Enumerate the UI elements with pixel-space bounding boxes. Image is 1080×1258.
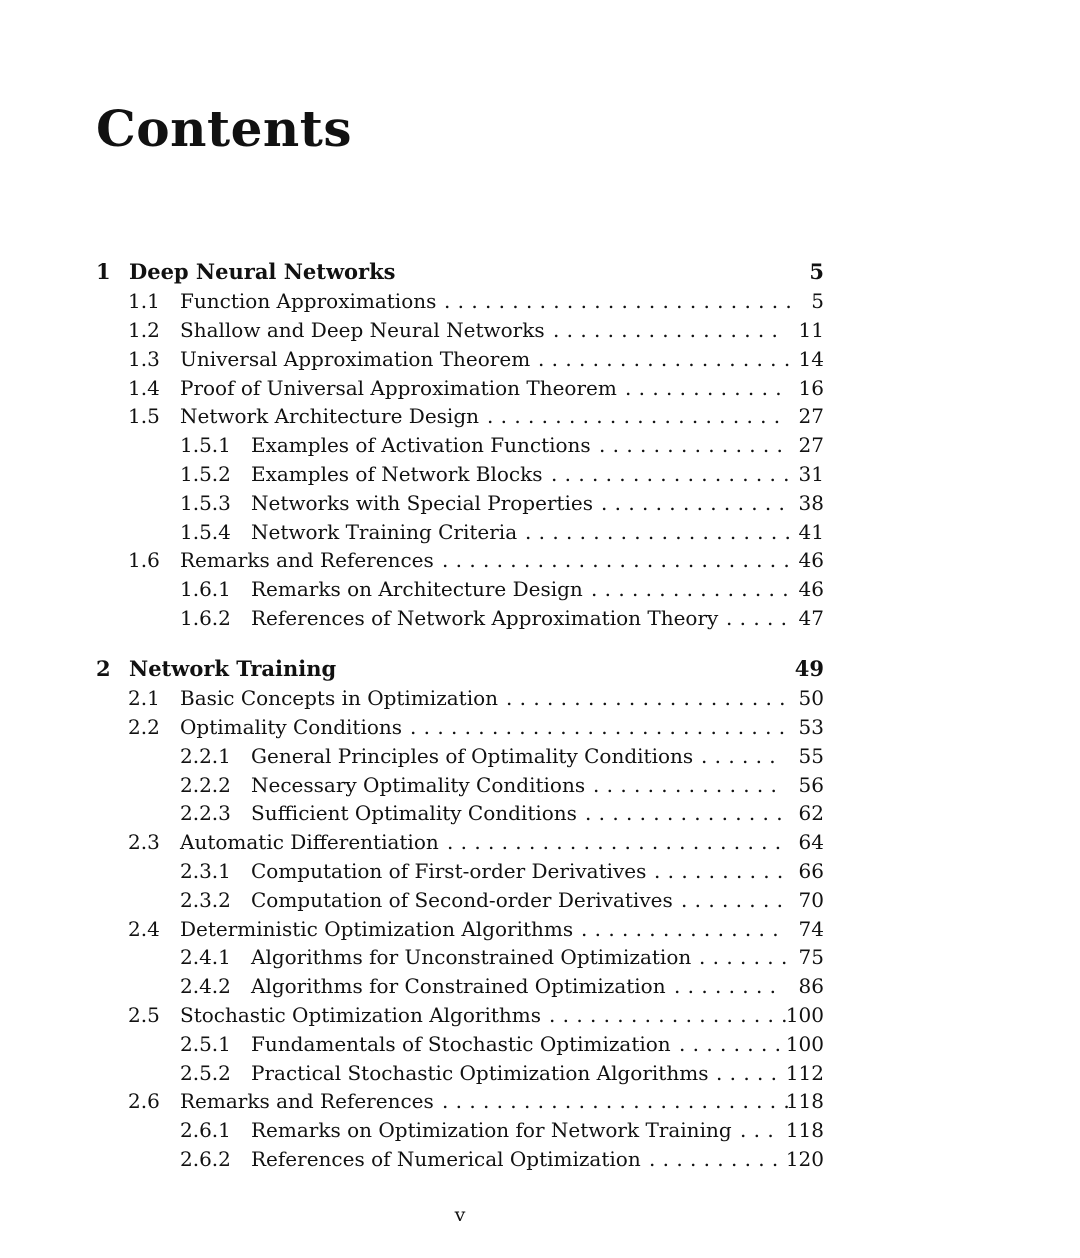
toc-section-row[interactable] [0, 828, 1080, 856]
dot-leader: ................... [538, 347, 798, 371]
page-number: 46 [798, 548, 824, 572]
subsection-number: 2.6.1 [180, 1118, 231, 1142]
dot-leader: .......................... [442, 1089, 798, 1113]
toc-subsection-row[interactable] [0, 518, 1080, 546]
dot-leader: ................. [553, 318, 786, 342]
page-number: 100 [785, 1032, 824, 1056]
subsection-number: 2.2.2 [180, 773, 231, 797]
toc-subsection-row[interactable] [0, 460, 1080, 488]
page-number: 38 [798, 491, 824, 515]
toc-section-row[interactable] [0, 915, 1080, 943]
subsection-number: 1.5.2 [180, 462, 231, 486]
section-number: 2.5 [128, 1003, 160, 1027]
section-title[interactable]: Deterministic Optimization Algorithms [180, 917, 574, 941]
page-number: 31 [798, 462, 824, 486]
subsection-number: 2.4.2 [180, 974, 231, 998]
page-number: 11 [798, 318, 824, 342]
toc-section-row[interactable] [0, 1087, 1080, 1115]
page-number: 47 [798, 606, 824, 630]
toc-chapter-row[interactable] [0, 258, 1080, 286]
section-title[interactable]: Remarks and References [180, 1089, 434, 1113]
dot-leader: .......... [654, 859, 791, 883]
page-number: 50 [798, 686, 824, 710]
toc-subsection-row[interactable] [0, 771, 1080, 799]
subsection-number: 1.5.3 [180, 491, 231, 515]
dot-leader: ............................ [410, 715, 793, 739]
dot-leader: ............... [585, 801, 790, 825]
toc-subsection-row[interactable] [0, 1145, 1080, 1173]
toc-section-row[interactable] [0, 316, 1080, 344]
page-title: Contents [96, 99, 353, 158]
subsection-number: 2.5.1 [180, 1032, 231, 1056]
toc-subsection-row[interactable] [0, 972, 1080, 1000]
section-title[interactable]: Remarks and References [180, 548, 434, 572]
section-number: 1.6 [128, 548, 160, 572]
subsection-number: 2.3.2 [180, 888, 231, 912]
subsection-title[interactable]: Practical Stochastic Optimization Algorithms [251, 1061, 709, 1085]
dot-leader: .............. [593, 773, 785, 797]
section-title[interactable]: Stochastic Optimization Algorithms [180, 1003, 541, 1027]
dot-leader: ............... [581, 917, 786, 941]
subsection-number: 1.5.4 [180, 520, 231, 544]
dot-leader: .................. [549, 1003, 795, 1027]
dot-leader: .............. [599, 433, 791, 457]
dot-leader: ...................... [487, 404, 788, 428]
toc-subsection-row[interactable] [0, 742, 1080, 770]
subsection-title[interactable]: Fundamentals of Stochastic Optimization [251, 1032, 671, 1056]
dot-leader: ...... [701, 744, 783, 768]
page-number: 27 [798, 433, 824, 457]
dot-leader: ... [740, 1118, 781, 1142]
page-number: 46 [798, 577, 824, 601]
toc-section-row[interactable] [0, 287, 1080, 315]
page-number: 66 [798, 859, 824, 883]
section-number: 1.5 [128, 404, 160, 428]
dot-leader: .......... [649, 1147, 786, 1171]
dot-leader: ........ [679, 1032, 789, 1056]
section-number: 2.6 [128, 1089, 160, 1113]
section-number: 2.3 [128, 830, 160, 854]
page-number: 56 [798, 773, 824, 797]
subsection-number: 2.2.1 [180, 744, 231, 768]
page-number: 53 [798, 715, 824, 739]
toc-subsection-row[interactable] [0, 799, 1080, 827]
section-title[interactable]: Network Architecture Design [180, 404, 480, 428]
page-number: 100 [785, 1003, 824, 1027]
section-title[interactable]: Shallow and Deep Neural Networks [180, 318, 545, 342]
section-number: 2.4 [128, 917, 160, 941]
toc-subsection-row[interactable] [0, 431, 1080, 459]
page-number: 75 [798, 945, 824, 969]
section-number: 1.2 [128, 318, 160, 342]
page-number: 62 [798, 801, 824, 825]
subsection-title[interactable]: General Principles of Optimality Conditions [251, 744, 694, 768]
subsection-title[interactable]: References of Numerical Optimization [251, 1147, 641, 1171]
subsection-number: 2.5.2 [180, 1061, 231, 1085]
dot-leader: .............. [601, 491, 793, 515]
subsection-number: 1.6.1 [180, 577, 231, 601]
toc-subsection-row[interactable] [0, 886, 1080, 914]
page-number: 118 [785, 1089, 824, 1113]
toc-section-row[interactable] [0, 345, 1080, 373]
subsection-title[interactable]: Remarks on Optimization for Network Training [251, 1118, 732, 1142]
page-number: 118 [785, 1118, 824, 1142]
dot-leader: ........ [674, 974, 784, 998]
subsection-number: 2.4.1 [180, 945, 231, 969]
toc-subsection-row[interactable] [0, 857, 1080, 885]
section-title[interactable]: Basic Concepts in Optimization [180, 686, 499, 710]
toc-subsection-row[interactable] [0, 1116, 1080, 1144]
dot-leader: ..................... [506, 686, 793, 710]
subsection-title[interactable]: Necessary Optimality Conditions [251, 773, 586, 797]
subsection-title[interactable]: Algorithms for Constrained Optimization [251, 974, 666, 998]
subsection-number: 2.2.3 [180, 801, 231, 825]
subsection-number: 1.6.2 [180, 606, 231, 630]
dot-leader: ............... [591, 577, 796, 601]
page-number: 41 [798, 520, 824, 544]
section-title[interactable]: Proof of Universal Approximation Theorem [180, 376, 617, 400]
subsection-title[interactable]: References of Network Approximation Theory [251, 606, 719, 630]
subsection-title[interactable]: Sufficient Optimality Conditions [251, 801, 577, 825]
page-number: 27 [798, 404, 824, 428]
subsection-title[interactable]: Algorithms for Unconstrained Optimization [251, 945, 692, 969]
dot-leader: .......................... [444, 289, 800, 313]
section-number: 2.1 [128, 686, 160, 710]
page-number: 5 [811, 289, 824, 313]
dot-leader: .................... [525, 520, 799, 544]
toc-section-row[interactable] [0, 402, 1080, 430]
page-number: 70 [798, 888, 824, 912]
toc-chapter-row[interactable] [0, 655, 1080, 683]
subsection-title[interactable]: Networks with Special Properties [251, 491, 594, 515]
chapter-number: 2 [96, 656, 111, 681]
toc-section-row[interactable] [0, 713, 1080, 741]
dot-leader: ..... [726, 606, 795, 630]
page-number: 16 [798, 376, 824, 400]
toc-subsection-row[interactable] [0, 1030, 1080, 1058]
chapter-title[interactable]: Network Training [129, 656, 337, 681]
dot-leader: ........ [681, 888, 791, 912]
dot-leader: ..... [716, 1061, 785, 1085]
toc-subsection-row[interactable] [0, 1059, 1080, 1087]
section-title[interactable]: Universal Approximation Theorem [180, 347, 531, 371]
dot-leader: .................. [551, 462, 797, 486]
page-number: 86 [798, 974, 824, 998]
toc-subsection-row[interactable] [0, 604, 1080, 632]
page-number: 74 [798, 917, 824, 941]
subsection-title[interactable]: Computation of Second-order Derivatives [251, 888, 673, 912]
subsection-title[interactable]: Examples of Network Blocks [251, 462, 543, 486]
chapter-number: 1 [96, 259, 111, 284]
chapter-title[interactable]: Deep Neural Networks [129, 259, 396, 284]
toc-section-row[interactable] [0, 1001, 1080, 1029]
subsection-title[interactable]: Network Training Criteria [251, 520, 518, 544]
toc-section-row[interactable] [0, 546, 1080, 574]
chapter-page-number: 5 [809, 259, 824, 284]
page-number: 14 [798, 347, 824, 371]
subsection-number: 2.6.2 [180, 1147, 231, 1171]
subsection-number: 2.3.1 [180, 859, 231, 883]
toc-subsection-row[interactable] [0, 943, 1080, 971]
dot-leader: .......................... [442, 548, 798, 572]
subsection-title[interactable]: Computation of First-order Derivatives [251, 859, 647, 883]
page-number: 55 [798, 744, 824, 768]
page-folio: v [454, 1204, 466, 1226]
toc-subsection-row[interactable] [0, 489, 1080, 517]
section-number: 1.3 [128, 347, 160, 371]
page-number: 64 [798, 830, 824, 854]
page-number: 112 [785, 1061, 824, 1085]
page-number: 120 [785, 1147, 824, 1171]
section-number: 1.4 [128, 376, 160, 400]
dot-leader: ....... [699, 945, 795, 969]
section-title[interactable]: Optimality Conditions [180, 715, 403, 739]
chapter-page-number: 49 [794, 656, 824, 681]
section-title[interactable]: Function Approximations [180, 289, 437, 313]
dot-leader: ............ [625, 376, 789, 400]
subsection-number: 1.5.1 [180, 433, 231, 457]
section-title[interactable]: Automatic Differentiation [180, 830, 439, 854]
toc-section-row[interactable] [0, 684, 1080, 712]
subsection-title[interactable]: Examples of Activation Functions [251, 433, 591, 457]
section-number: 1.1 [128, 289, 160, 313]
toc-subsection-row[interactable] [0, 575, 1080, 603]
toc-section-row[interactable] [0, 374, 1080, 402]
section-number: 2.2 [128, 715, 160, 739]
dot-leader: ......................... [447, 830, 789, 854]
subsection-title[interactable]: Remarks on Architecture Design [251, 577, 583, 601]
